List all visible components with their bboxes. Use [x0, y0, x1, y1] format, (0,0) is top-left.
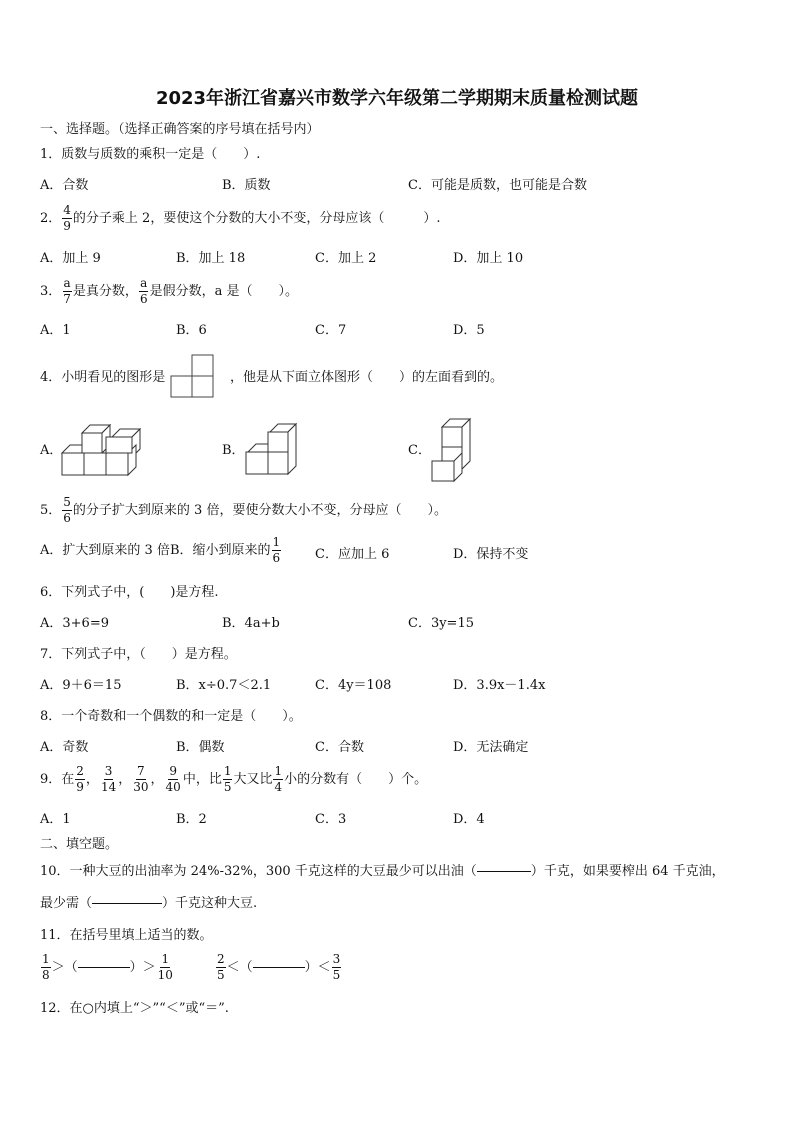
cube-figure-b	[244, 422, 300, 480]
question-5-option-a: A．扩大到原来的 3 倍	[40, 542, 170, 558]
question-12-stem: 12．在○内填上“＞”“＜”或“＝”.	[40, 1001, 229, 1016]
cube-figure-c	[430, 417, 476, 483]
question-text: 的分子扩大到原来的 3 倍，要使分数大小不变，分母应（ ）。	[72, 502, 447, 518]
question-10-line-1	[40, 865, 725, 878]
left-view-figure	[170, 354, 216, 398]
question-2-option-c: C．加上 2	[315, 251, 377, 266]
answer-blank[interactable]	[253, 967, 305, 968]
question-8-option-d: D．无法确定	[453, 740, 529, 755]
question-1-option-a: A．合数	[40, 178, 89, 193]
question-5-option-d: D．保持不变	[453, 547, 529, 562]
question-3-option-a: A．1	[40, 323, 71, 338]
comparison-sign: ）＞	[129, 959, 156, 975]
question-text: 中，比	[182, 771, 222, 787]
question-10-line-2	[40, 897, 257, 910]
fraction: $\frac{a}{7}$	[63, 276, 71, 306]
question-2-stem	[40, 204, 440, 232]
question-4-stem-pre: 4．小明看见的图形是	[40, 370, 166, 385]
question-6-option-c: C．3y=15	[408, 616, 474, 631]
fraction: $\frac{1}{10}$	[157, 952, 173, 982]
question-7-option-c: C．4y＝108	[315, 678, 392, 693]
question-7-option-d: D．3.9x－1.4x	[453, 678, 546, 693]
question-6-option-a: A．3+6=9	[40, 616, 109, 631]
fraction: $\frac{5}{6}$	[63, 495, 71, 525]
comparison-sign: ＞（	[51, 959, 78, 975]
fraction: $\frac{1}{5}$	[223, 764, 232, 794]
question-9-option-c: C．3	[315, 812, 347, 827]
question-text: 的分子乘上 2，要使这个分数的大小不变，分母应该（ ）.	[72, 210, 441, 226]
question-8-option-a: A．奇数	[40, 740, 89, 755]
fraction: $\frac{4}{9}$	[63, 203, 71, 233]
question-text: ）千克这种大豆.	[162, 896, 258, 911]
question-3-option-b: B．6	[176, 323, 207, 338]
fraction: $\frac{7}{30}$	[133, 764, 149, 794]
comparison-sign: ＜（	[226, 959, 253, 975]
question-text: 10．一种大豆的出油率为 24%-32%，300 千克这样的大豆最少可以出油（	[40, 864, 477, 879]
question-text: 小的分数有（ ）个。	[284, 771, 428, 787]
question-number: 2．	[40, 210, 62, 226]
fraction: $\frac{1}{8}$	[42, 952, 50, 982]
question-3-option-c: C．7	[315, 323, 347, 338]
question-7-option-a: A．9＋6＝15	[40, 678, 122, 693]
question-2-option-d: D．加上 10	[453, 251, 524, 266]
answer-blank[interactable]	[92, 903, 162, 904]
cube-figure-a	[60, 421, 146, 479]
section-1-heading: 一、选择题。（选择正确答案的序号填在括号内）	[40, 122, 320, 137]
question-5-option-c: C．应加上 6	[315, 547, 390, 562]
question-1-option-b: B．质数	[222, 178, 271, 193]
separator: ，	[85, 771, 99, 787]
question-3-stem	[40, 277, 298, 305]
question-5-stem	[40, 496, 447, 524]
question-7-stem: 7．下列式子中，（ ）是方程。	[40, 647, 237, 662]
question-7-option-b: B．x÷0.7＜2.1	[176, 678, 272, 693]
question-11-expression-1	[40, 953, 175, 981]
question-9-option-b: B．2	[176, 812, 207, 827]
question-text: 最少需（	[40, 896, 93, 911]
fraction: $\frac{1}{6}$	[272, 535, 281, 565]
fraction: $\frac{2}{9}$	[76, 764, 84, 794]
section-2-heading: 二、填空题。	[40, 837, 119, 852]
question-4-option-a-label: A．	[40, 443, 63, 458]
question-text: 是真分数，	[72, 283, 138, 299]
question-4-option-b-label: B．	[222, 443, 245, 458]
question-6-option-b: B．4a+b	[222, 616, 280, 631]
question-text: 9．在	[40, 771, 75, 787]
question-9-option-d: D．4	[453, 812, 485, 827]
question-number: 3．	[40, 283, 62, 299]
question-number: 5．	[40, 502, 62, 518]
question-1-stem: 1．质数与质数的乘积一定是（ ）.	[40, 147, 261, 162]
fraction: $\frac{1}{4}$	[274, 764, 283, 794]
question-1-option-c: C．可能是质数，也可能是合数	[408, 178, 587, 193]
question-11-stem: 11．在括号里填上适当的数。	[40, 928, 213, 943]
question-text: ）千克，如果要榨出 64 千克油，	[530, 864, 725, 879]
answer-blank[interactable]	[78, 967, 130, 968]
question-9-option-a: A．1	[40, 812, 71, 827]
question-5-option-b: B．缩小到原来的	[169, 542, 271, 558]
question-2-option-a: A．加上 9	[40, 251, 101, 266]
question-8-option-c: C．合数	[315, 740, 364, 755]
fraction: $\frac{9}{40}$	[165, 764, 181, 794]
fraction: $\frac{3}{5}$	[332, 952, 341, 982]
answer-blank[interactable]	[477, 871, 531, 872]
separator: ，	[118, 771, 132, 787]
question-4-option-c-label: C．	[408, 443, 431, 458]
question-8-option-b: B．偶数	[176, 740, 225, 755]
question-4-stem-post: ，他是从下面立体图形（ ）的左面看到的。	[230, 370, 504, 385]
question-11-expression-2	[215, 953, 342, 981]
fraction: $\frac{2}{5}$	[217, 952, 225, 982]
comparison-sign: ）＜	[304, 959, 331, 975]
question-2-option-b: B．加上 18	[176, 251, 246, 266]
question-9-stem	[40, 765, 427, 793]
page-title: 2023年浙江省嘉兴市数学六年级第二学期期末质量检测试题	[155, 88, 639, 109]
fraction: $\frac{3}{14}$	[100, 764, 117, 794]
separator: ，	[150, 771, 164, 787]
question-5-options-ab	[40, 536, 282, 564]
question-text: 是假分数，a 是（ ）。	[149, 283, 298, 299]
question-text: 大又比	[233, 771, 273, 787]
fraction: $\frac{a}{6}$	[139, 276, 148, 306]
question-3-option-d: D．5	[453, 323, 485, 338]
question-6-stem: 6．下列式子中，( )是方程.	[40, 585, 219, 600]
question-8-stem: 8．一个奇数和一个偶数的和一定是（ ）。	[40, 709, 302, 724]
